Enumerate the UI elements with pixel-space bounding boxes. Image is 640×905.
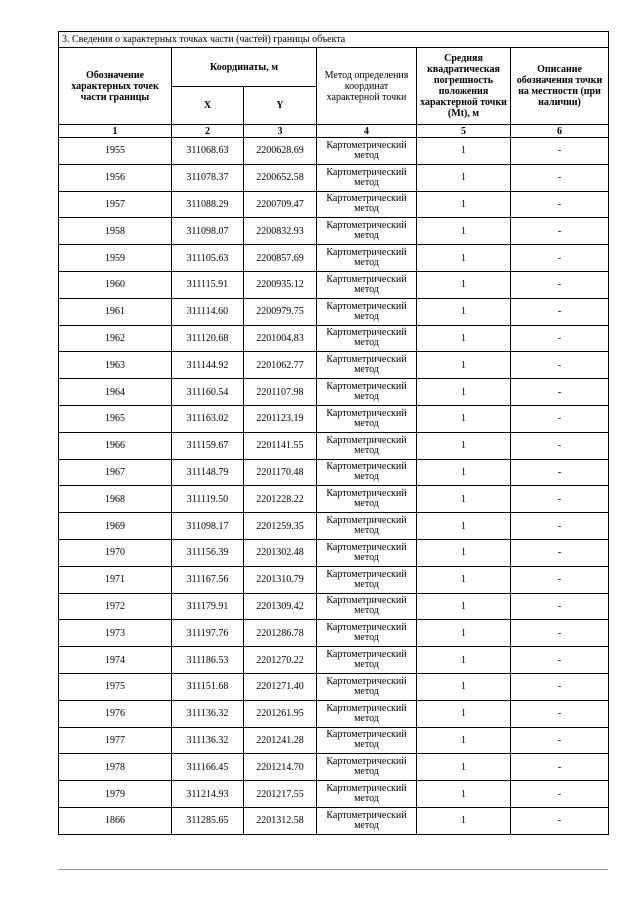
point-number-cell: 1964: [59, 379, 172, 406]
x-coordinate-cell: 311136.32: [172, 700, 244, 727]
method-cell: Картометрический метод: [317, 459, 417, 486]
method-cell: Картометрический метод: [317, 807, 417, 834]
description-cell: -: [511, 218, 609, 245]
y-coordinate-cell: 2201286.78: [244, 620, 317, 647]
header-x: X: [172, 87, 244, 125]
y-coordinate-cell: 2200709.47: [244, 191, 317, 218]
description-cell: -: [511, 673, 609, 700]
x-coordinate-cell: 311144.92: [172, 352, 244, 379]
error-cell: 1: [417, 727, 511, 754]
error-cell: 1: [417, 807, 511, 834]
point-number-cell: 1977: [59, 727, 172, 754]
table-row: [59, 138, 609, 165]
error-cell: 1: [417, 245, 511, 272]
method-cell: Картометрический метод: [317, 566, 417, 593]
method-cell: Картометрический метод: [317, 191, 417, 218]
table-row: [59, 352, 609, 379]
method-cell: Картометрический метод: [317, 245, 417, 272]
table-row: [59, 727, 609, 754]
method-cell: Картометрический метод: [317, 271, 417, 298]
method-cell: Картометрический метод: [317, 486, 417, 513]
error-cell: 1: [417, 754, 511, 781]
method-cell: Картометрический метод: [317, 754, 417, 781]
y-coordinate-cell: 2201312.58: [244, 807, 317, 834]
error-cell: 1: [417, 647, 511, 674]
description-cell: -: [511, 432, 609, 459]
x-coordinate-cell: 311098.07: [172, 218, 244, 245]
error-cell: 1: [417, 191, 511, 218]
description-cell: -: [511, 807, 609, 834]
y-coordinate-cell: 2201309.42: [244, 593, 317, 620]
description-cell: -: [511, 539, 609, 566]
point-number-cell: 1968: [59, 486, 172, 513]
y-coordinate-cell: 2200832.93: [244, 218, 317, 245]
x-coordinate-cell: 311214.93: [172, 781, 244, 808]
method-cell: Картометрический метод: [317, 379, 417, 406]
method-cell: Картометрический метод: [317, 700, 417, 727]
error-cell: 1: [417, 298, 511, 325]
error-cell: 1: [417, 673, 511, 700]
point-number-cell: 1961: [59, 298, 172, 325]
description-cell: -: [511, 379, 609, 406]
description-cell: -: [511, 486, 609, 513]
column-number: 6: [511, 125, 609, 138]
point-number-cell: 1975: [59, 673, 172, 700]
x-coordinate-cell: 311105.63: [172, 245, 244, 272]
y-coordinate-cell: 2201259.35: [244, 513, 317, 540]
table-row: [59, 673, 609, 700]
point-number-cell: 1974: [59, 647, 172, 674]
point-number-cell: 1978: [59, 754, 172, 781]
description-cell: -: [511, 164, 609, 191]
description-cell: -: [511, 781, 609, 808]
y-coordinate-cell: 2200935.12: [244, 271, 317, 298]
table-row: [59, 245, 609, 272]
point-number-cell: 1971: [59, 566, 172, 593]
description-cell: -: [511, 325, 609, 352]
x-coordinate-cell: 311179.91: [172, 593, 244, 620]
error-cell: 1: [417, 379, 511, 406]
x-coordinate-cell: 311114.60: [172, 298, 244, 325]
y-coordinate-cell: 2201107.98: [244, 379, 317, 406]
description-cell: -: [511, 459, 609, 486]
table-row: [59, 566, 609, 593]
y-coordinate-cell: 2201271.40: [244, 673, 317, 700]
description-cell: -: [511, 191, 609, 218]
y-coordinate-cell: 2201261.95: [244, 700, 317, 727]
point-number-cell: 1956: [59, 164, 172, 191]
table-row: [59, 271, 609, 298]
error-cell: 1: [417, 486, 511, 513]
point-number-cell: 1958: [59, 218, 172, 245]
description-cell: -: [511, 700, 609, 727]
point-number-cell: 1965: [59, 405, 172, 432]
method-cell: Картометрический метод: [317, 298, 417, 325]
description-cell: -: [511, 298, 609, 325]
y-coordinate-cell: 2201217.55: [244, 781, 317, 808]
footer-divider: [58, 869, 608, 870]
header-method: Метод определения координат характерной точки: [317, 48, 417, 125]
description-cell: -: [511, 727, 609, 754]
method-cell: Картометрический метод: [317, 164, 417, 191]
y-coordinate-cell: 2200652.58: [244, 164, 317, 191]
x-coordinate-cell: 311163.02: [172, 405, 244, 432]
y-coordinate-cell: 2201270.22: [244, 647, 317, 674]
error-cell: 1: [417, 620, 511, 647]
column-numbers-row: [59, 125, 609, 138]
point-number-cell: 1955: [59, 138, 172, 165]
point-number-cell: 1960: [59, 271, 172, 298]
description-cell: -: [511, 352, 609, 379]
error-cell: 1: [417, 566, 511, 593]
table-row: [59, 218, 609, 245]
column-number: 5: [417, 125, 511, 138]
table-row: [59, 459, 609, 486]
table-row: [59, 781, 609, 808]
y-coordinate-cell: 2201123.19: [244, 405, 317, 432]
header-error: Средняя квадратическая погрешность положения характерной точки (Mt), м: [417, 48, 511, 125]
point-number-cell: 1959: [59, 245, 172, 272]
point-number-cell: 1966: [59, 432, 172, 459]
x-coordinate-cell: 311159.67: [172, 432, 244, 459]
error-cell: 1: [417, 271, 511, 298]
error-cell: 1: [417, 218, 511, 245]
x-coordinate-cell: 311088.29: [172, 191, 244, 218]
method-cell: Картометрический метод: [317, 325, 417, 352]
table-row: [59, 379, 609, 406]
table-caption: 3. Сведения о характерных точках части (частей) границы объекта: [59, 32, 609, 48]
header-designation: Обозначение характерных точек части границы: [59, 48, 172, 125]
y-coordinate-cell: 2200857.69: [244, 245, 317, 272]
error-cell: 1: [417, 513, 511, 540]
method-cell: Картометрический метод: [317, 513, 417, 540]
point-number-cell: 1963: [59, 352, 172, 379]
table-row: [59, 807, 609, 834]
x-coordinate-cell: 311098.17: [172, 513, 244, 540]
table-row: [59, 647, 609, 674]
y-coordinate-cell: 2201241.28: [244, 727, 317, 754]
column-number: 2: [172, 125, 244, 138]
y-coordinate-cell: 2201141.55: [244, 432, 317, 459]
table-row: [59, 325, 609, 352]
boundary-points-table: [58, 31, 609, 835]
error-cell: 1: [417, 352, 511, 379]
x-coordinate-cell: 311160.54: [172, 379, 244, 406]
point-number-cell: 1976: [59, 700, 172, 727]
point-number-cell: 1979: [59, 781, 172, 808]
x-coordinate-cell: 311151.68: [172, 673, 244, 700]
description-cell: -: [511, 754, 609, 781]
method-cell: Картометрический метод: [317, 138, 417, 165]
description-cell: -: [511, 405, 609, 432]
table-row: [59, 405, 609, 432]
y-coordinate-cell: 2201228.22: [244, 486, 317, 513]
point-number-cell: 1957: [59, 191, 172, 218]
error-cell: 1: [417, 593, 511, 620]
error-cell: 1: [417, 781, 511, 808]
method-cell: Картометрический метод: [317, 405, 417, 432]
table-row: [59, 700, 609, 727]
description-cell: -: [511, 566, 609, 593]
method-cell: Картометрический метод: [317, 593, 417, 620]
x-coordinate-cell: 311197.76: [172, 620, 244, 647]
error-cell: 1: [417, 700, 511, 727]
method-cell: Картометрический метод: [317, 620, 417, 647]
x-coordinate-cell: 311119.50: [172, 486, 244, 513]
table-body: [59, 138, 609, 835]
header-coordinates: Координаты, м: [172, 48, 317, 87]
y-coordinate-cell: 2201302.48: [244, 539, 317, 566]
boundary-points-sheet: [58, 31, 608, 835]
error-cell: 1: [417, 539, 511, 566]
y-coordinate-cell: 2200628.69: [244, 138, 317, 165]
point-number-cell: 1866: [59, 807, 172, 834]
table-row: [59, 593, 609, 620]
method-cell: Картометрический метод: [317, 727, 417, 754]
point-number-cell: 1969: [59, 513, 172, 540]
point-number-cell: 1972: [59, 593, 172, 620]
table-row: [59, 620, 609, 647]
table-row: [59, 191, 609, 218]
x-coordinate-cell: 311285.65: [172, 807, 244, 834]
y-coordinate-cell: 2201170.48: [244, 459, 317, 486]
x-coordinate-cell: 311166.45: [172, 754, 244, 781]
error-cell: 1: [417, 325, 511, 352]
table-row: [59, 513, 609, 540]
description-cell: -: [511, 620, 609, 647]
error-cell: 1: [417, 138, 511, 165]
error-cell: 1: [417, 432, 511, 459]
description-cell: -: [511, 138, 609, 165]
x-coordinate-cell: 311068.63: [172, 138, 244, 165]
description-cell: -: [511, 245, 609, 272]
y-coordinate-cell: 2201214.70: [244, 754, 317, 781]
method-cell: Картометрический метод: [317, 432, 417, 459]
x-coordinate-cell: 311148.79: [172, 459, 244, 486]
header-y: Y: [244, 87, 317, 125]
description-cell: -: [511, 593, 609, 620]
description-cell: -: [511, 513, 609, 540]
header-description: Описание обозначения точки на местности (при наличии): [511, 48, 609, 125]
table-row: [59, 298, 609, 325]
method-cell: Картометрический метод: [317, 218, 417, 245]
point-number-cell: 1962: [59, 325, 172, 352]
table-row: [59, 539, 609, 566]
error-cell: 1: [417, 164, 511, 191]
column-number: 4: [317, 125, 417, 138]
x-coordinate-cell: 311167.56: [172, 566, 244, 593]
method-cell: Картометрический метод: [317, 647, 417, 674]
column-number: 1: [59, 125, 172, 138]
x-coordinate-cell: 311186.53: [172, 647, 244, 674]
x-coordinate-cell: 311115.91: [172, 271, 244, 298]
x-coordinate-cell: 311136.32: [172, 727, 244, 754]
table-row: [59, 754, 609, 781]
x-coordinate-cell: 311078.37: [172, 164, 244, 191]
error-cell: 1: [417, 405, 511, 432]
y-coordinate-cell: 2201004.83: [244, 325, 317, 352]
x-coordinate-cell: 311156.39: [172, 539, 244, 566]
point-number-cell: 1973: [59, 620, 172, 647]
description-cell: -: [511, 271, 609, 298]
table-row: [59, 486, 609, 513]
column-number: 3: [244, 125, 317, 138]
error-cell: 1: [417, 459, 511, 486]
y-coordinate-cell: 2201310.79: [244, 566, 317, 593]
method-cell: Картометрический метод: [317, 781, 417, 808]
description-cell: -: [511, 647, 609, 674]
point-number-cell: 1970: [59, 539, 172, 566]
method-cell: Картометрический метод: [317, 539, 417, 566]
x-coordinate-cell: 311120.68: [172, 325, 244, 352]
point-number-cell: 1967: [59, 459, 172, 486]
method-cell: Картометрический метод: [317, 352, 417, 379]
y-coordinate-cell: 2201062.77: [244, 352, 317, 379]
method-cell: Картометрический метод: [317, 673, 417, 700]
y-coordinate-cell: 2200979.75: [244, 298, 317, 325]
table-row: [59, 164, 609, 191]
table-row: [59, 432, 609, 459]
